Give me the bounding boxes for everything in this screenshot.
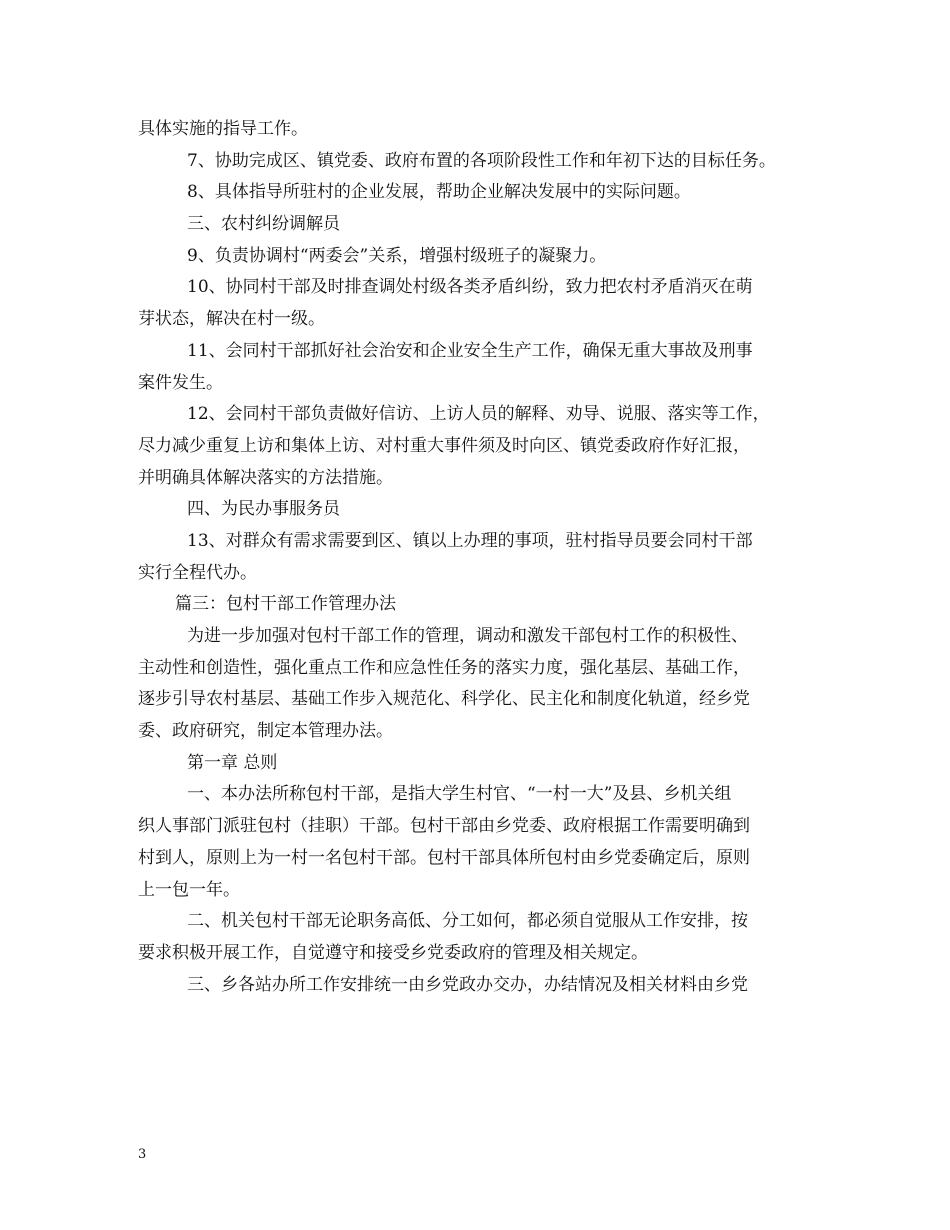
text-line: 8、具体指导所驻村的企业发展，帮助企业解决发展中的实际问题。 [187,182,691,203]
text-line: 委、政府研究，制定本管理办法。 [138,721,393,742]
text-line: 12、会同村干部负责做好信访、上访人员的解释、劝导、说服、落实等工作， [187,404,770,425]
text-line: 上一包一年。 [138,879,240,900]
text-line: 三、乡各站办所工作安排统一由乡党政办交办，办结情况及相关材料由乡党 [187,974,748,995]
text-line: 具体实施的指导工作。 [138,119,308,139]
text-line: 第一章 总则 [187,752,278,773]
text-line: 实行全程代办。 [138,562,257,583]
text-line: 13、对群众有需求需要到区、镇以上办理的事项，驻村指导员要会同村干部 [187,530,753,551]
text-line: 为进一步加强对包村干部工作的管理，调动和激发干部包村工作的积极性、 [187,626,748,646]
text-line: 案件发生。 [138,372,223,393]
text-line: 织人事部门派驻包村（挂职）干部。包村干部由乡党委、政府根据工作需要明确到 [138,816,750,837]
text-line: 7、协助完成区、镇党委、政府布置的各项阶段性工作和年初下达的目标任务。 [187,150,776,171]
text-line: 二、机关包村干部无论职务高低、分工如何，都必须自觉服从工作安排，按 [187,911,748,932]
text-line: 并明确具体解决落实的方法措施。 [138,467,393,488]
text-line: 一、本办法所称包村干部，是指大学生村官、“一村一大”及县、乡机关组 [187,784,732,805]
text-line: 10、协同村干部及时排查调处村级各类矛盾纠纷，致力把农村矛盾消灭在萌 [187,277,753,298]
text-line: 11、会同村干部抓好社会治安和企业安全生产工作，确保无重大事故及刑事 [187,340,753,361]
page-number: 3 [138,1147,147,1162]
text-line: 村到人，原则上为一村一名包村干部。包村干部具体所包村由乡党委确定后，原则 [138,847,750,868]
body-text [138,114,818,1001]
text-line: 要求积极开展工作，自觉遵守和接受乡党委政府的管理及相关规定。 [138,942,648,963]
text-line: 主动性和创造性，强化重点工作和应急性任务的落实力度，强化基层、基础工作， [138,657,750,678]
text-line: 9、负责协调村“两委会”关系，增强村级班子的凝聚力。 [187,245,607,266]
text-line: 尽力减少重复上访和集体上访、对村重大事件须及时向区、镇党委政府作好汇报， [138,435,750,456]
text-line: 篇三：包村干部工作管理办法 [175,594,396,615]
text-line: 芽状态，解决在村一级。 [138,309,325,330]
text-line: 逐步引导农村基层、基础工作步入规范化、科学化、民主化和制度化轨道，经乡党 [138,689,750,710]
text-line: 三、农村纠纷调解员 [187,214,340,235]
text-line: 四、为民办事服务员 [187,499,340,520]
